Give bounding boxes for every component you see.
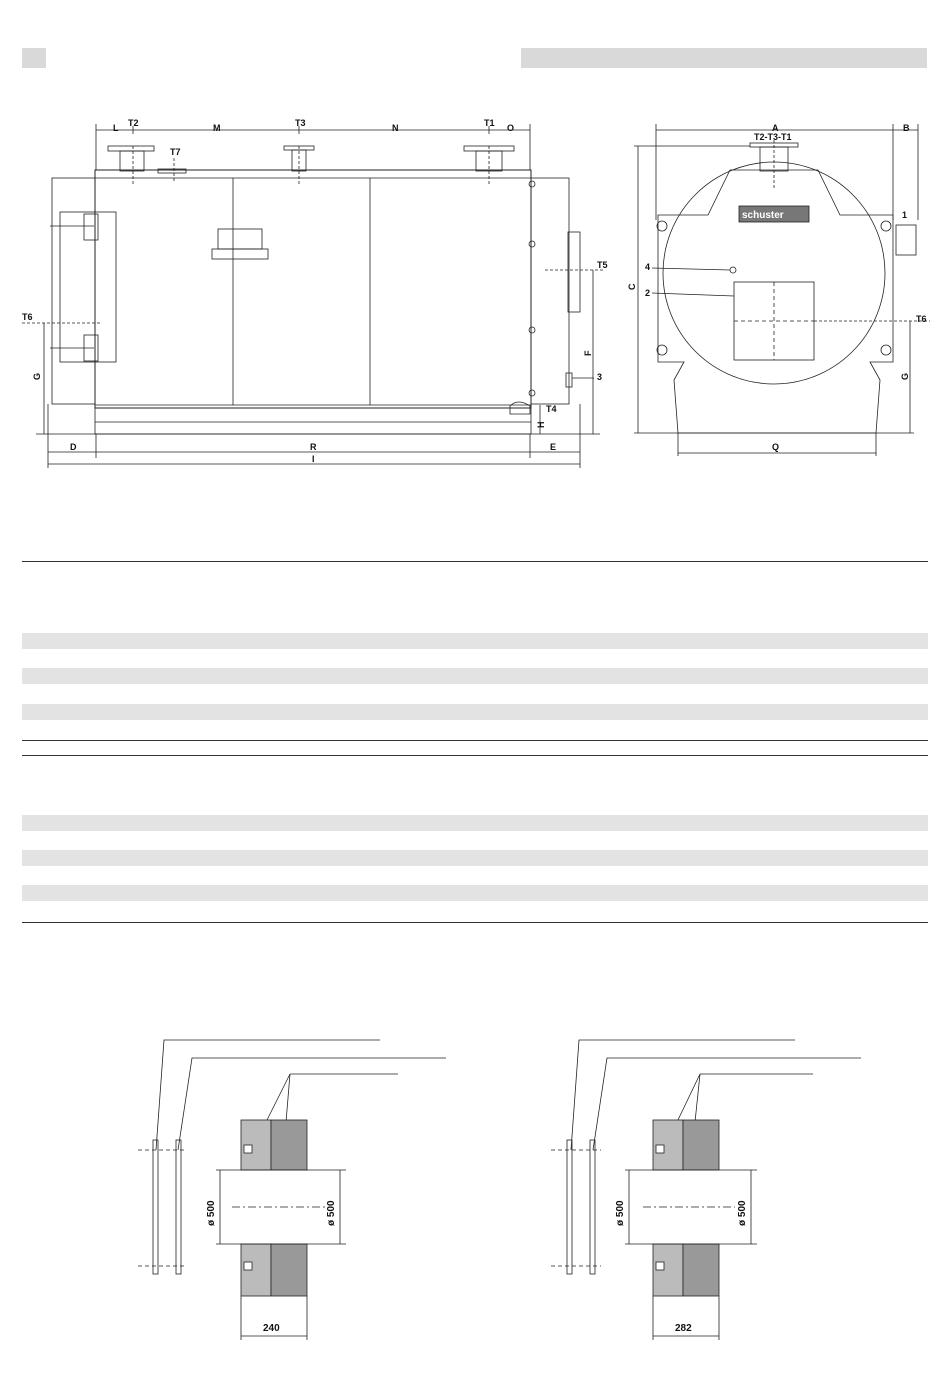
label-D: D	[70, 442, 77, 452]
detail-2-diameter-right: ø 500	[737, 1200, 748, 1226]
label-1: 1	[902, 210, 908, 220]
label-T7: T7	[170, 147, 181, 157]
label-G-side: G	[32, 372, 42, 380]
label-E: E	[550, 442, 557, 452]
label-I: I	[312, 454, 315, 464]
label-T6-front: T6	[916, 314, 927, 324]
detail-1-diameter-left: ø 500	[206, 1200, 217, 1226]
label-G-front: G	[900, 372, 910, 380]
label-T2T3T1: T2-T3-T1	[754, 132, 792, 142]
label-T5: T5	[597, 260, 608, 270]
label-F: F	[583, 350, 593, 356]
table-row-shade	[22, 885, 928, 901]
label-L: L	[113, 123, 119, 133]
detail-2-width: 282	[675, 1323, 692, 1334]
label-T2: T2	[128, 118, 139, 128]
table-bottom-rule	[22, 922, 928, 923]
table-rule	[22, 755, 928, 756]
label-M: M	[213, 123, 221, 133]
label-H: H	[536, 421, 546, 428]
label-T1: T1	[484, 118, 495, 128]
label-3: 3	[597, 372, 603, 382]
table-row-shade	[22, 668, 928, 684]
label-O: O	[507, 123, 515, 133]
table-top-rule	[22, 561, 928, 562]
label-4: 4	[645, 262, 651, 272]
label-Q: Q	[772, 442, 780, 452]
label-T4: T4	[546, 404, 557, 414]
label-2: 2	[645, 288, 651, 298]
brand-logo: schuster	[742, 210, 784, 221]
table-row-shade	[22, 704, 928, 720]
label-B: B	[903, 123, 910, 133]
front-view-drawing	[600, 110, 940, 460]
table-row-shade	[22, 815, 928, 831]
label-N: N	[392, 123, 399, 133]
detail-1-width: 240	[263, 1323, 280, 1334]
detail-2-diameter-left: ø 500	[615, 1200, 626, 1226]
label-R: R	[310, 442, 317, 452]
detail-1-diameter-right: ø 500	[326, 1200, 337, 1226]
label-C: C	[627, 283, 637, 290]
detail-drawing-1	[120, 1030, 460, 1350]
label-T6-side: T6	[22, 312, 33, 322]
table-row-shade	[22, 850, 928, 866]
table-row-shade	[22, 633, 928, 649]
label-A: A	[772, 123, 779, 133]
label-T3: T3	[295, 118, 306, 128]
table-rule	[22, 740, 928, 741]
detail-drawing-2	[535, 1030, 875, 1350]
